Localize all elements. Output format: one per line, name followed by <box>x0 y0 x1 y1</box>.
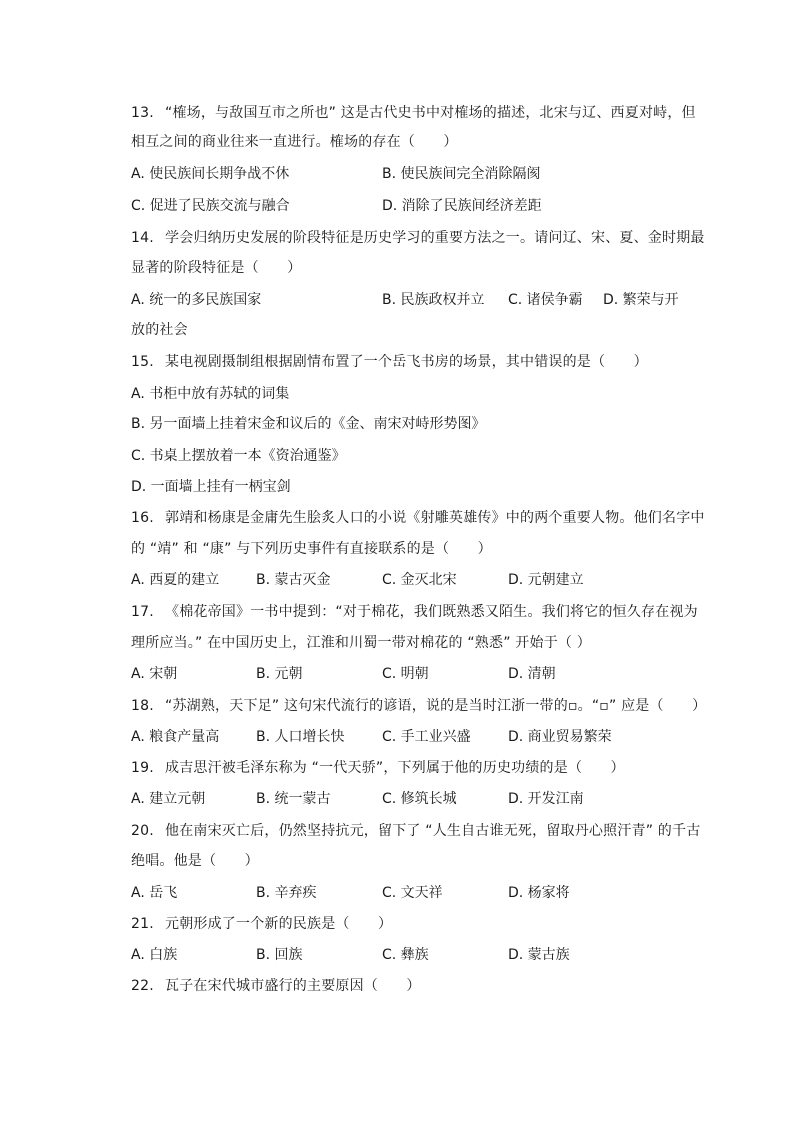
question-stem: 郭靖和杨康是金庸先生脍炙人口的小说《射雕英雄传》中的两个重要人物。他们名字中 <box>165 510 705 526</box>
option-b: B. 回族 <box>256 947 303 963</box>
option-b: B. 民族政权并立 <box>382 292 485 308</box>
question-number: 22. <box>131 978 154 994</box>
question-17-line-1 <box>131 602 698 622</box>
question-stem: 瓦子在宋代城市盛行的主要原因（ ） <box>165 978 421 994</box>
question-number: 15. <box>131 354 154 370</box>
option-c: C. 诸侯争霸 <box>508 292 583 308</box>
option-b: B. 另一面墙上挂着宋金和议后的《金、南宋对峙形势图》 <box>131 416 486 432</box>
option-a: A. 白族 <box>131 947 178 963</box>
question-stem: 成吉思汗被毛泽东称为 “一代天骄”，下列属于他的历史功绩的是（ ） <box>165 760 625 776</box>
question-number: 19. <box>131 760 154 776</box>
option-c: C. 手工业兴盛 <box>382 729 471 745</box>
option-b: B. 辛弃疾 <box>256 885 317 901</box>
question-stem: “榷场，与敌国互市之所也” 这是古代史书中对榷场的描述，北宋与辽、西夏对峙，但 <box>165 105 696 121</box>
question-number: 16. <box>131 510 154 526</box>
question-16-line-2: 的 “靖” 和 “康” 与下列历史事件有直接联系的是（ ） <box>131 541 492 557</box>
question-22-line-1 <box>131 976 421 996</box>
option-a: A. 粮食产量高 <box>131 729 220 745</box>
question-number: 21. <box>131 916 154 932</box>
question-20-line-2: 绝唱。他是（ ） <box>131 853 259 869</box>
question-16-line-1 <box>131 508 705 528</box>
option-b: B. 人口增长快 <box>256 729 345 745</box>
question-21-line-1 <box>131 914 392 934</box>
option-c: C. 文天祥 <box>382 885 443 901</box>
question-number: 20. <box>131 823 154 839</box>
option-d: D. 商业贸易繁荣 <box>508 729 612 745</box>
question-13-line-1 <box>131 103 696 123</box>
option-a: A. 岳飞 <box>131 885 178 901</box>
option-c: C. 促进了民族交流与融合 <box>131 198 290 214</box>
option-a: A. 使民族间长期争战不休 <box>131 166 290 182</box>
option-a: A. 统一的多民族国家 <box>131 292 262 308</box>
option-a: A. 书柜中放有苏轼的词集 <box>131 386 290 402</box>
option-b: B. 统一蒙古 <box>256 791 331 807</box>
option-a: A. 宋朝 <box>131 666 178 682</box>
question-stem: 他在南宋灭亡后，仍然坚持抗元，留下了 “人生自古谁无死，留取丹心照汗青” 的千古 <box>165 823 701 839</box>
option-b: B. 使民族间完全消除隔阂 <box>382 166 541 182</box>
question-stem: 元朝形成了一个新的民族是（ ） <box>165 916 393 932</box>
question-20-line-1 <box>131 821 700 841</box>
option-d: D. 蒙古族 <box>508 947 570 963</box>
option-d: D. 开发江南 <box>508 791 584 807</box>
question-13-line-2: 相互之间的商业往来一直进行。榷场的存在（ ） <box>131 134 458 150</box>
question-number: 17. <box>131 604 154 620</box>
question-number: 18. <box>131 698 154 714</box>
question-stem: 某电视剧摄制组根据剧情布置了一个岳飞书房的场景，其中错误的是（ ） <box>165 354 648 370</box>
option-d-wrap: 放的社会 <box>131 322 188 338</box>
option-d: D. 杨家将 <box>508 885 570 901</box>
question-17-line-2: 理所应当。” 在中国历史上，江淮和川蜀一带对棉花的 “熟悉” 开始于（ ） <box>131 635 591 651</box>
question-stem: 学会归纳历史发展的阶段特征是历史学习的重要方法之一。请问辽、宋、夏、金时期最 <box>165 230 705 246</box>
option-c: C. 明朝 <box>382 666 429 682</box>
option-b: B. 蒙古灭金 <box>256 572 331 588</box>
option-a: A. 建立元朝 <box>131 791 206 807</box>
option-c: C. 书桌上摆放着一本《资治通鉴》 <box>131 448 346 464</box>
question-number: 13. <box>131 105 154 121</box>
option-a: A. 西夏的建立 <box>131 572 220 588</box>
option-c: C. 金灭北宋 <box>382 572 457 588</box>
option-b: B. 元朝 <box>256 666 303 682</box>
option-d: D. 繁荣与开 <box>603 292 679 308</box>
question-15-line-1 <box>131 352 648 372</box>
question-18-line-1 <box>131 696 706 716</box>
option-c: C. 修筑长城 <box>382 791 457 807</box>
option-d: D. 消除了民族间经济差距 <box>382 198 542 214</box>
question-number: 14. <box>131 230 154 246</box>
question-stem: “苏湖熟，天下足” 这句宋代流行的谚语，说的是当时江浙一带的▫。“▫” 应是（ ） <box>165 698 707 714</box>
question-19-line-1 <box>131 758 625 778</box>
option-d: D. 清朝 <box>508 666 556 682</box>
option-d: D. 元朝建立 <box>508 572 584 588</box>
question-14-line-1 <box>131 228 705 248</box>
question-stem: 《棉花帝国》一书中提到：“对于棉花，我们既熟悉又陌生。我们将它的恒久存在视为 <box>165 604 698 620</box>
option-d: D. 一面墙上挂有一柄宝剑 <box>131 479 291 495</box>
option-c: C. 彝族 <box>382 947 429 963</box>
question-14-line-2: 显著的阶段特征是（ ） <box>131 260 302 276</box>
